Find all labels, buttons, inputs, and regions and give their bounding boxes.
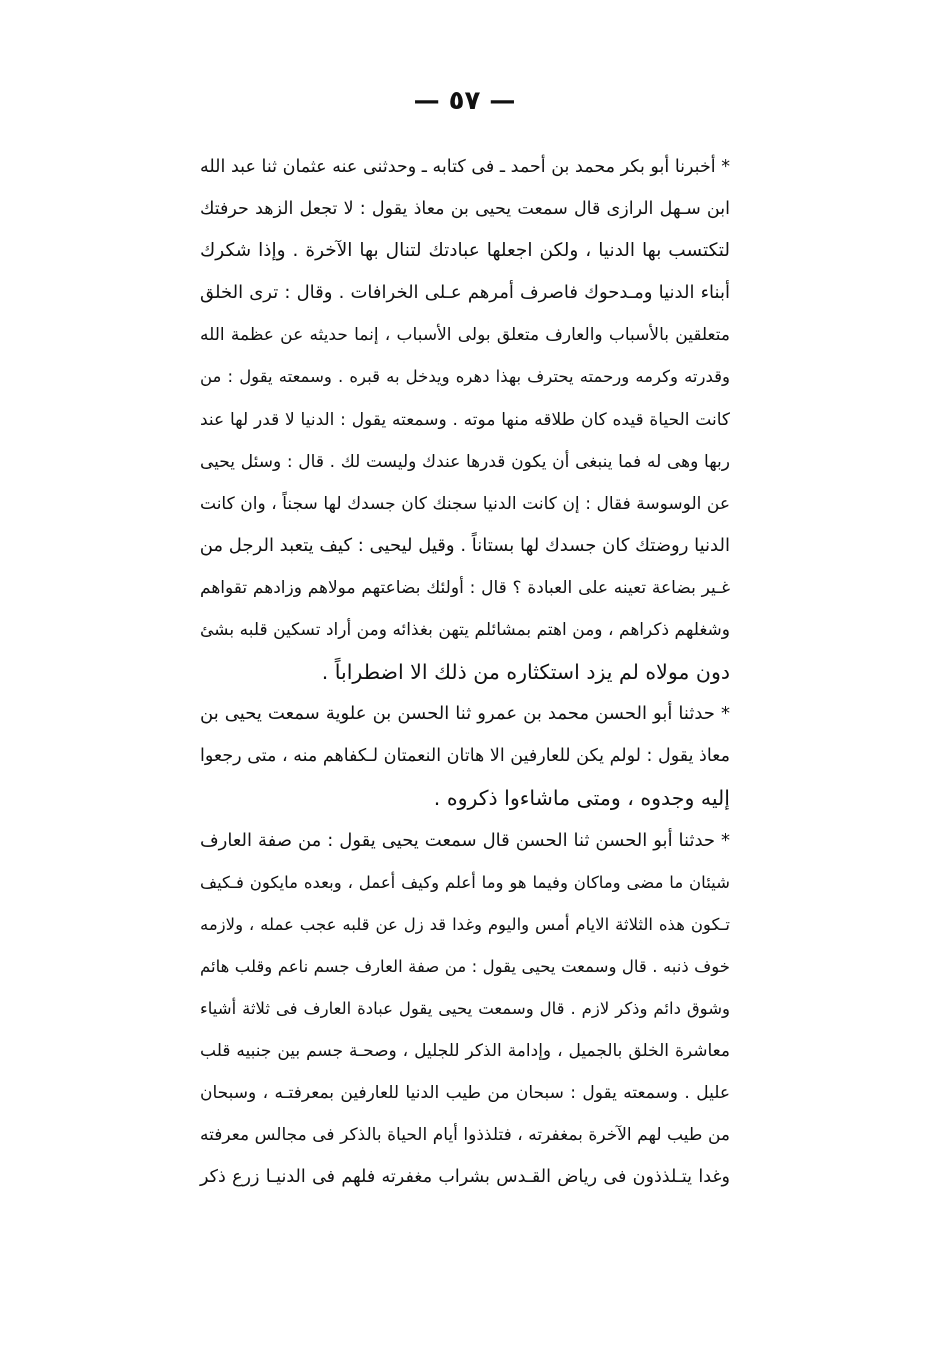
text-line: خوف ذنبه . قال وسمعت يحيى يقول : من صفة العارف جسم ناعم وقلب هائم bbox=[200, 956, 730, 976]
text-line: الدنيا روضتك كان جسدك لها بستاناً . وقيل ليحيى : كيف يتعبد الرجل من bbox=[199, 534, 730, 556]
text-line: وشغلهم ذكراهم ، ومن اهتم بمشائلم يتهن بغذائه ومن أراد تسكين قلبه بشئ bbox=[200, 620, 730, 641]
text-line: معاذ يقول : لولم يكن للعارفين الا هاتان النعمتان لـكفاهم منه ، متى رجعوا bbox=[200, 746, 730, 767]
body-text bbox=[200, 146, 730, 1198]
text-line: * حدثنا أبو الحسن محمد بن عمرو ثنا الحسن بن علوية سمعت يحيى بن bbox=[200, 703, 730, 725]
text-line: شيئان ما مضى وماكان وفيما هو وما أعلم وكيف أعمل ، وبعده مايكون فـكيف bbox=[200, 872, 730, 892]
text-line: عليل . وسمعته يقول : سبحان من طيب الدنيا للعارفين بمعرفتـه ، وسبحان bbox=[200, 1083, 730, 1104]
text-line: من طيب لهم الآخرة بمغفرته ، فتلذذوا أيام الحياة بالذكر فى مجالس معرفته bbox=[200, 1125, 730, 1146]
text-line: وقدرته وكرمه ورحمته يحترف بهذا دهره ويدخل به قبره . وسمعته يقول : من bbox=[200, 367, 730, 387]
text-line: * حدثنا أبو الحسن ثنا الحسن قال سمعت يحيى يقول : من صفة العارف bbox=[200, 829, 730, 851]
text-line: أبناء الدنيا ومـدحوك فاصرف أمرهم عـلى الخرافات . وقال : ترى الخلق bbox=[200, 282, 730, 304]
text-line: عن الوسوسة فقال : إن كانت الدنيا سجنك كان جسدك لها سجناً ، وان كانت bbox=[200, 493, 730, 514]
text-line: إليه وجدوه ، ومتى ماشاءوا ذكروه . bbox=[433, 786, 730, 811]
text-line: لتكتسب بها الدنيا ، ولكن اجعلها عبادتك لتنال بها الآخرة . وإذا شكرك bbox=[200, 240, 730, 262]
page-number: — ٥٧ — bbox=[413, 86, 516, 116]
text-line: وغدا يتـلذذون فى رياض القـدس بشراب مغفرته فلهم فى الدنيـا زرع ذكر bbox=[200, 1167, 730, 1188]
text-line: غـير بضاعة تعينه على العبادة ؟ قال : أولئك بضاعتهم مولاهم وزادهم تقواهم bbox=[200, 577, 730, 598]
text-line: معاشرة الخلق بالجميل ، وإدامة الذكر للجليل ، وصحـة جسم بين جنبيه قلب bbox=[200, 1040, 730, 1061]
text-line: ربها وهى له فما ينبغى أن يكون قدرها عندك وليست لك . قال : وسئل يحيى bbox=[200, 451, 730, 472]
text-line: وشوق دائم وذكر لازم . قال وسمعت يحيى يقول عبادة العارف فى ثلاثة أشياء bbox=[200, 998, 730, 1018]
text-line: * أخبرنا أبو بكر محمد بن أحمد ـ فى كتابه ـ وحدثنى عنه عثمان ثنا عبد الله bbox=[200, 157, 730, 177]
text-line: متعلقين بالأسباب والعارف متعلق بولى الأسباب ، إنما حديثه عن عظمة الله bbox=[200, 325, 730, 346]
text-line: كانت الحياة قيده كان طلاقه منها موته . وسمعته يقول : الدنيا لا قدر لها عند bbox=[200, 409, 730, 430]
text-line: تـكون هذه الثلاثة الايام أمس واليوم وغدا قد زل عن قلبه عجب عمله ، ولازمه bbox=[200, 914, 730, 934]
text-line: دون مولاه لم يزد استكثاره من ذلك الا اضطراباً . bbox=[321, 660, 730, 685]
text-line: ابن سـهل الرازى قال سمعت يحيى بن معاذ يقول : لا تجعل الزهد حرفتك bbox=[200, 199, 730, 220]
